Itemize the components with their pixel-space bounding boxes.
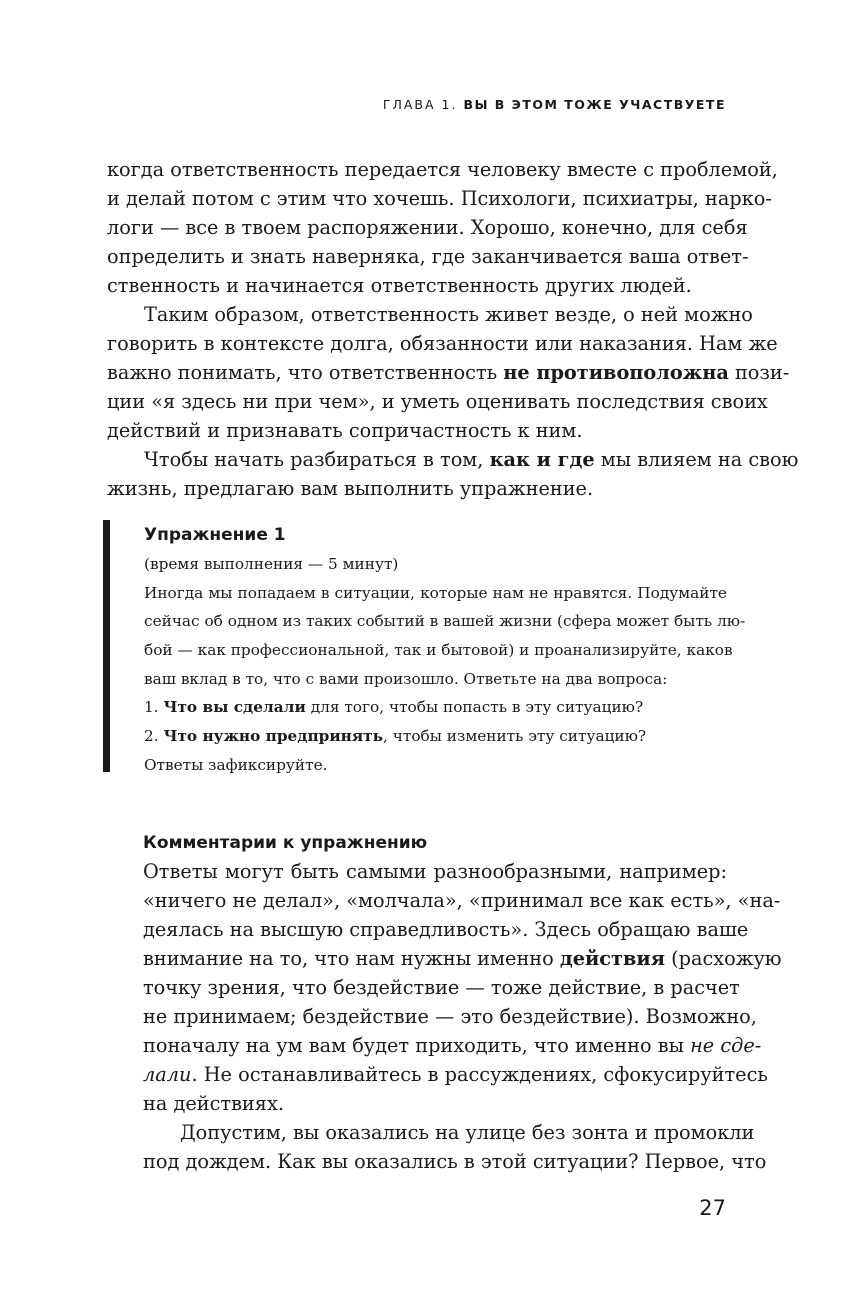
text-line: Таким образом, ответственность живет везде, о ней можно — [144, 303, 753, 326]
question-bold: Что вы сделали — [163, 698, 306, 717]
comments-heading: Комментарии к упражнению — [143, 833, 428, 853]
text-fragment: . Не останавливайтесь в рассуждениях, сфокусируйтесь — [191, 1063, 768, 1086]
text-fragment: мы влияем на свою — [594, 448, 799, 471]
exercise-line: сейчас об одном из таких событий в вашей жизни (сфера может быть лю- — [144, 612, 746, 631]
text-line: говорить в контексте долга, обязанности или наказания. Нам же — [107, 332, 778, 355]
exercise-question-1 — [144, 693, 727, 722]
text-line: определить и знать наверняка, где заканчивается ваша ответ- — [107, 245, 749, 268]
exercise-line: бой — как профессиональной, так и бытовой) и проанализируйте, каков — [144, 641, 733, 660]
text-line: под дождем. Как вы оказались в этой ситуации? Первое, что — [143, 1150, 767, 1173]
text-line — [143, 1060, 768, 1089]
text-line: Ответы могут быть самыми разнообразными, например: — [143, 860, 727, 883]
bold-word-actions: действия — [559, 947, 665, 970]
exercise-box — [103, 520, 746, 774]
exercise-line: ваш вклад в то, что с вами произошло. Ответьте на два вопроса: — [144, 669, 668, 688]
question-number: 1. — [144, 698, 159, 717]
text-line: логи — все в твоем распоряжении. Хорошо, конечно, для себя — [107, 216, 748, 239]
text-line: не принимаем; бездействие — это бездействие). Возможно, — [143, 1005, 757, 1028]
exercise-content — [144, 520, 746, 780]
text-line: точку зрения, что бездействие — тоже действие, в расчет — [143, 976, 740, 999]
text-line: действий и признавать сопричастность к ним. — [107, 419, 583, 442]
italic-phrase: не сде- — [690, 1034, 762, 1057]
body-text-bottom — [143, 857, 782, 1176]
text-fragment: (расхожую — [664, 947, 782, 970]
body-text-top — [107, 155, 799, 503]
question-rest: для того, чтобы попасть в эту ситуацию? — [305, 698, 644, 717]
exercise-line: Иногда мы попадаем в ситуации, которые нам не нравятся. Подумайте — [144, 583, 727, 602]
text-fragment: Чтобы начать разбираться в том, — [144, 448, 490, 471]
bold-phrase-not-opposite: не противоположна — [503, 361, 729, 384]
exercise-final: Ответы зафиксируйте. — [144, 755, 328, 774]
text-line: и делай потом с этим что хочешь. Психологи, психиатры, нарко- — [107, 187, 772, 210]
exercise-text — [144, 550, 746, 780]
text-fragment: поначалу на ум вам будет приходить, что именно вы — [143, 1034, 691, 1057]
text-line: ственность и начинается ответственность других людей. — [107, 274, 692, 297]
exercise-title: Упражнение 1 — [144, 525, 286, 545]
text-line — [107, 358, 790, 387]
bold-phrase-how-and-where: как и где — [489, 448, 595, 471]
running-head-chapter: ГЛАВА 1. — [382, 97, 458, 112]
text-line: жизнь, предлагаю вам выполнить упражнение. — [107, 477, 594, 500]
text-line — [143, 1031, 762, 1060]
page-number: 27 — [699, 1196, 726, 1220]
text-fragment: пози- — [728, 361, 790, 384]
text-line: деялась на высшую справедливость». Здесь обращаю ваше — [143, 918, 749, 941]
text-line: Допустим, вы оказались на улице без зонта и промокли — [180, 1121, 755, 1144]
running-head-title: ВЫ В ЭТОМ ТОЖЕ УЧАСТВУЕТЕ — [463, 97, 726, 112]
exercise-question-2 — [144, 722, 727, 751]
italic-phrase: лали — [143, 1063, 192, 1086]
exercise-time: (время выполнения — 5 минут) — [144, 555, 399, 573]
question-rest: , чтобы изменить эту ситуацию? — [383, 727, 647, 746]
text-fragment: важно понимать, что ответственность — [107, 361, 504, 384]
text-line — [107, 445, 799, 474]
text-line: когда ответственность передается человеку вместе с проблемой, — [107, 158, 778, 181]
text-line — [143, 944, 782, 973]
question-number: 2. — [144, 727, 159, 746]
running-head — [383, 97, 726, 112]
text-line: «ничего не делал», «молчала», «принимал все как есть», «на- — [143, 889, 781, 912]
text-line: на действиях. — [143, 1092, 284, 1115]
text-line: ции «я здесь ни при чем», и уметь оценивать последствия своих — [107, 390, 768, 413]
question-bold: Что нужно предпринять — [163, 727, 384, 746]
text-fragment: внимание на то, что нам нужны именно — [143, 947, 560, 970]
